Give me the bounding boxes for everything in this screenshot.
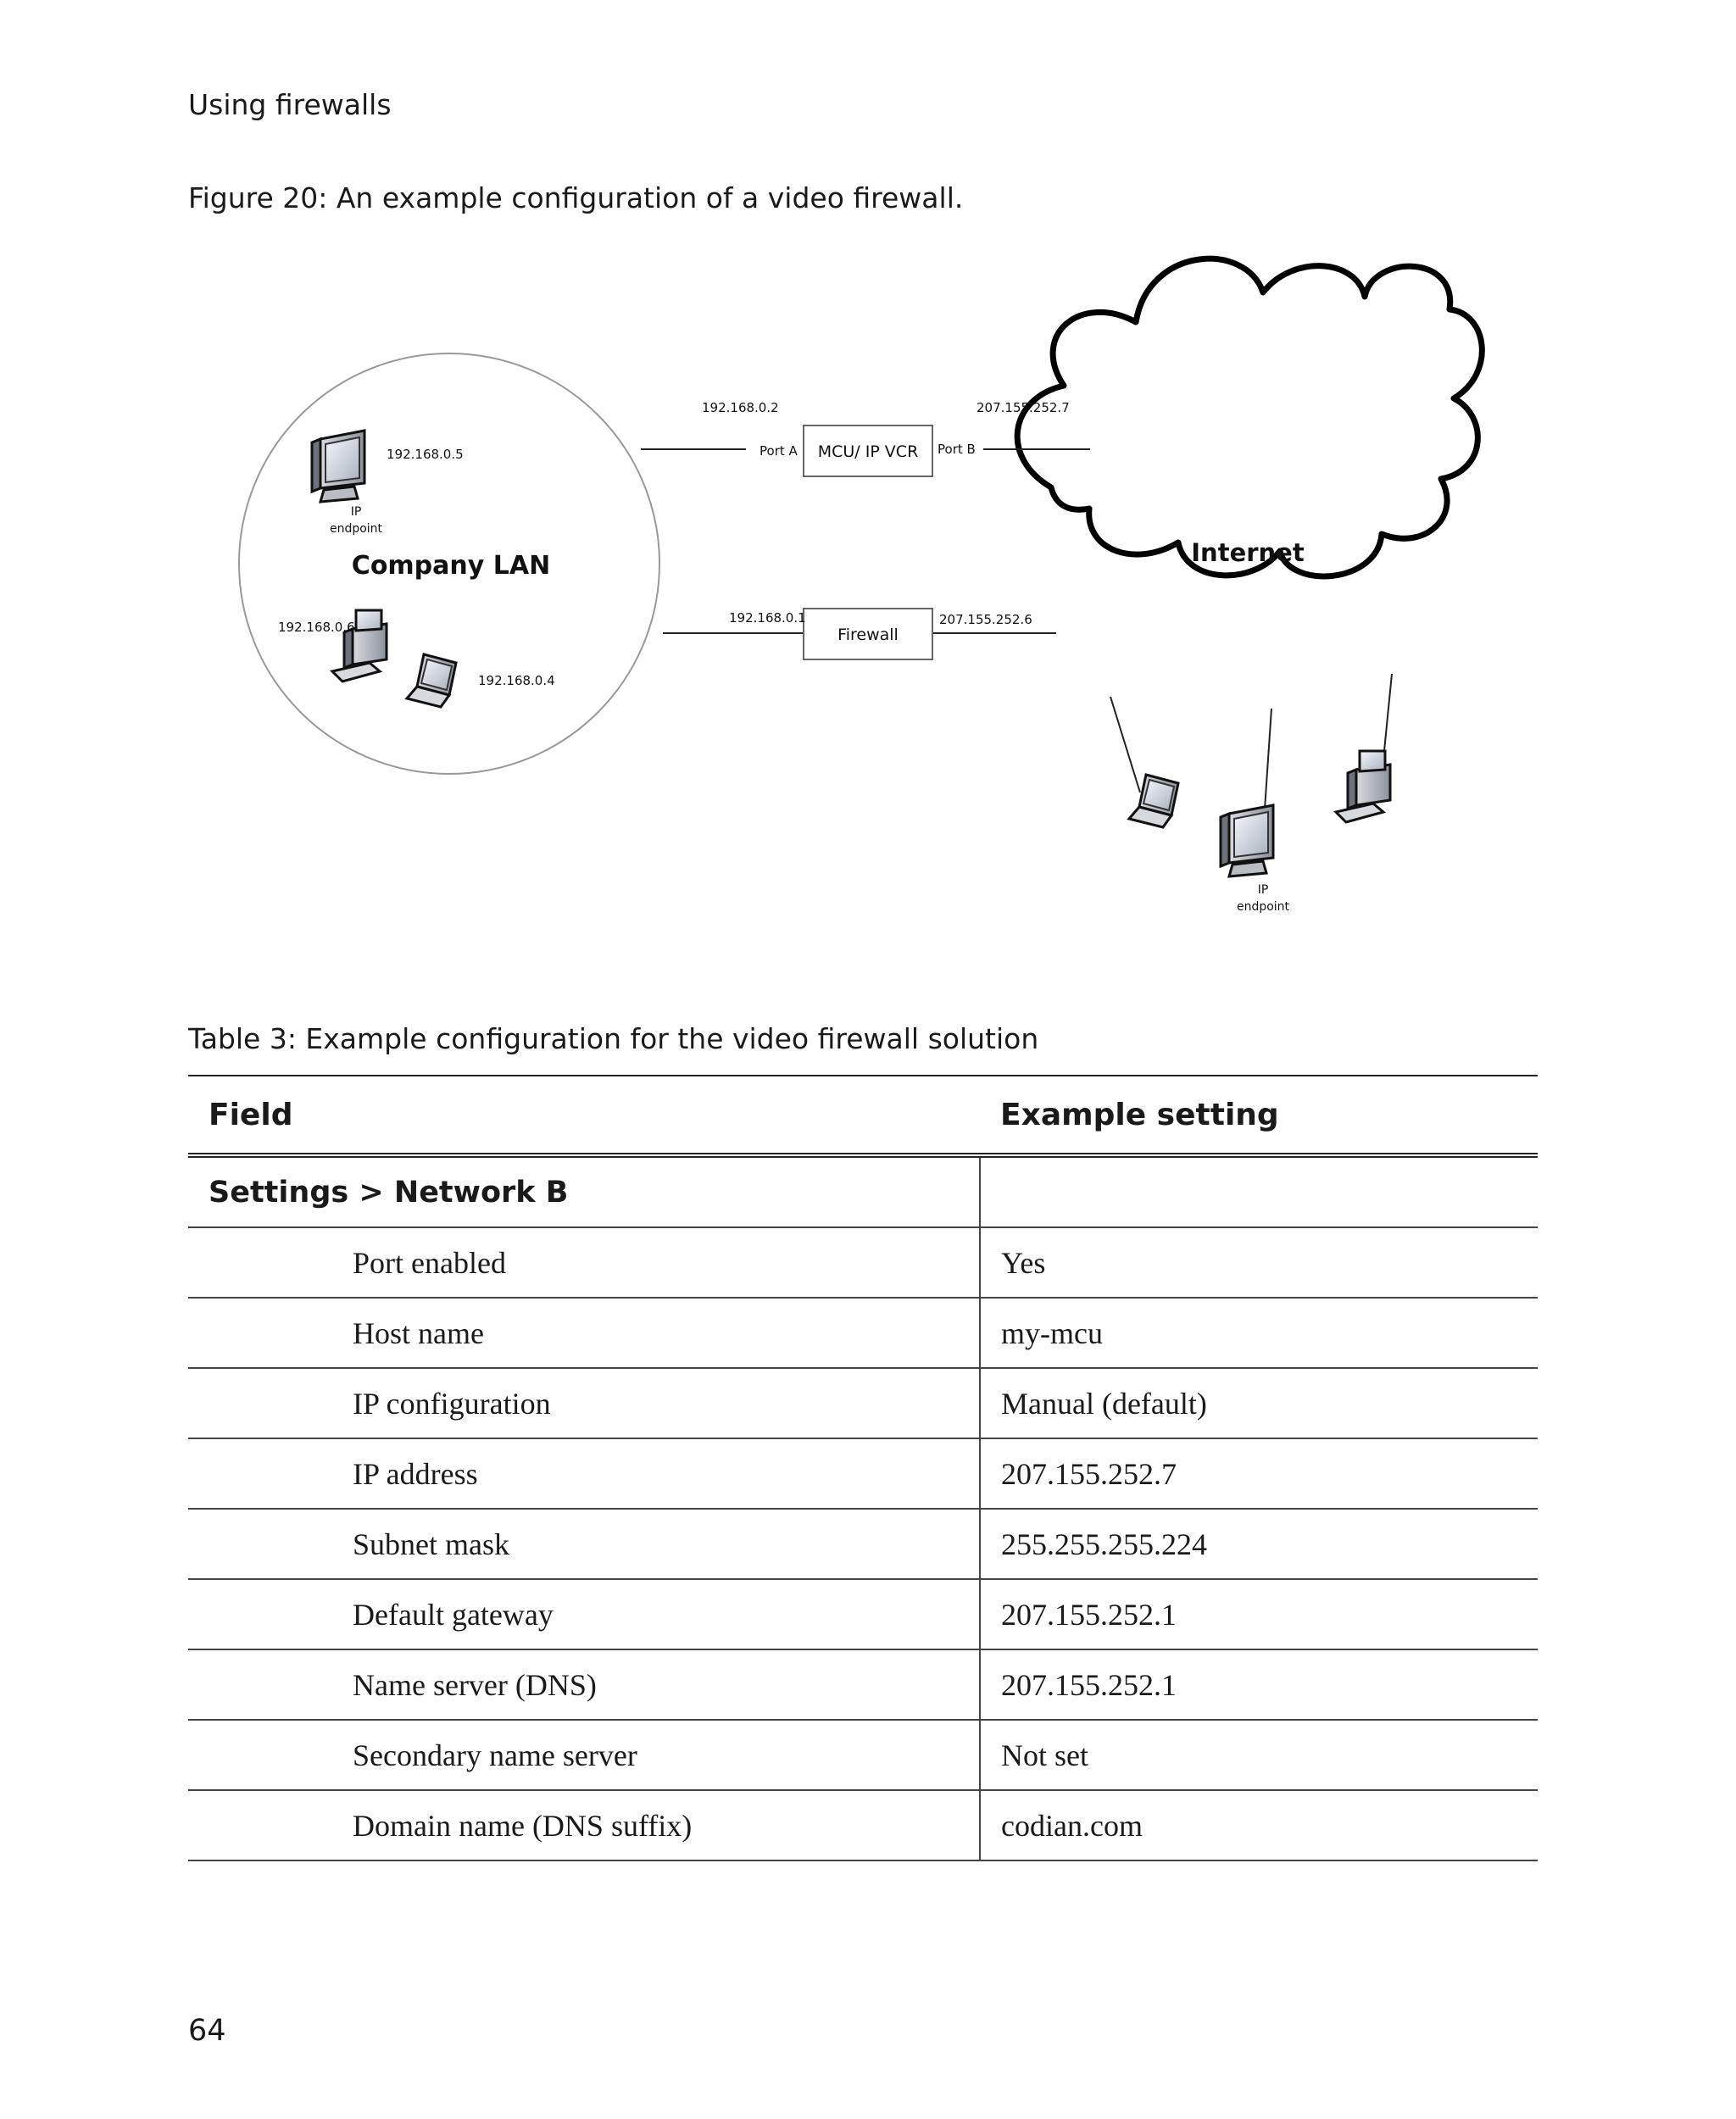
row-field: Host name — [188, 1298, 980, 1368]
row-field: Port enabled — [188, 1227, 980, 1298]
running-header: Using firewalls — [188, 88, 392, 121]
row-value: 207.155.252.7 — [980, 1438, 1538, 1509]
table-row — [188, 1509, 1538, 1579]
remote-ip-endpoint-icon — [1221, 805, 1273, 876]
row-value: Yes — [980, 1227, 1538, 1298]
section-empty-cell — [980, 1155, 1538, 1227]
section-label: Settings > Network B — [188, 1155, 980, 1227]
remote-endpoint-label-1: IP — [1257, 883, 1269, 897]
lan-endpoint-ip: 192.168.0.5 — [387, 447, 464, 462]
row-field: IP address — [188, 1438, 980, 1509]
table-row — [188, 1649, 1538, 1720]
table-caption: Table 3: Example configuration for the video firewall solution — [188, 1022, 1039, 1055]
lan-endpoint-label-2: endpoint — [329, 522, 383, 536]
row-value: Not set — [980, 1720, 1538, 1790]
table-row — [188, 1438, 1538, 1509]
table-row — [188, 1579, 1538, 1649]
network-diagram — [0, 0, 1736, 949]
row-value: Manual (default) — [980, 1368, 1538, 1438]
internet-label: Internet — [1191, 538, 1305, 567]
firewall-ip-lan: 192.168.0.1 — [729, 610, 806, 626]
header-field: Field — [188, 1076, 980, 1155]
lan-laptop-ip: 192.168.0.4 — [478, 673, 555, 688]
mcu-ip-b: 207.155.252.7 — [976, 400, 1070, 415]
table-row — [188, 1227, 1538, 1298]
row-field: Secondary name server — [188, 1720, 980, 1790]
table-row — [188, 1790, 1538, 1860]
row-value: 207.155.252.1 — [980, 1579, 1538, 1649]
row-field: Subnet mask — [188, 1509, 980, 1579]
lan-desktop-ip: 192.168.0.6 — [278, 620, 355, 635]
section-row — [188, 1155, 1538, 1227]
row-field: IP configuration — [188, 1368, 980, 1438]
table-row — [188, 1298, 1538, 1368]
mcu-port-b: Port B — [938, 442, 976, 457]
table-row — [188, 1368, 1538, 1438]
figure-caption: Figure 20: An example configuration of a video firewall. — [188, 181, 964, 214]
header-setting: Example setting — [980, 1076, 1538, 1155]
row-field: Name server (DNS) — [188, 1649, 980, 1720]
lan-endpoint-label-1: IP — [350, 505, 362, 519]
page-number: 64 — [188, 2014, 226, 2048]
table-row — [188, 1720, 1538, 1790]
remote-endpoint-label-2: endpoint — [1236, 900, 1290, 914]
row-value: 207.155.252.1 — [980, 1649, 1538, 1720]
row-field: Default gateway — [188, 1579, 980, 1649]
mcu-port-a: Port A — [760, 443, 798, 459]
row-field: Domain name (DNS suffix) — [188, 1790, 980, 1860]
table-header-row — [188, 1076, 1538, 1155]
row-value: my-mcu — [980, 1298, 1538, 1368]
company-lan-label: Company LAN — [351, 551, 551, 581]
firewall-ip-wan: 207.155.252.6 — [939, 612, 1032, 627]
mcu-label: MCU/ IP VCR — [817, 442, 919, 461]
internet-cloud — [1017, 259, 1482, 576]
remote-desktop-icon — [1336, 751, 1390, 822]
row-value: 255.255.255.224 — [980, 1509, 1538, 1579]
firewall-label: Firewall — [837, 626, 899, 644]
config-table — [188, 1075, 1538, 1861]
mcu-ip-a: 192.168.0.2 — [702, 400, 779, 415]
row-value: codian.com — [980, 1790, 1538, 1860]
